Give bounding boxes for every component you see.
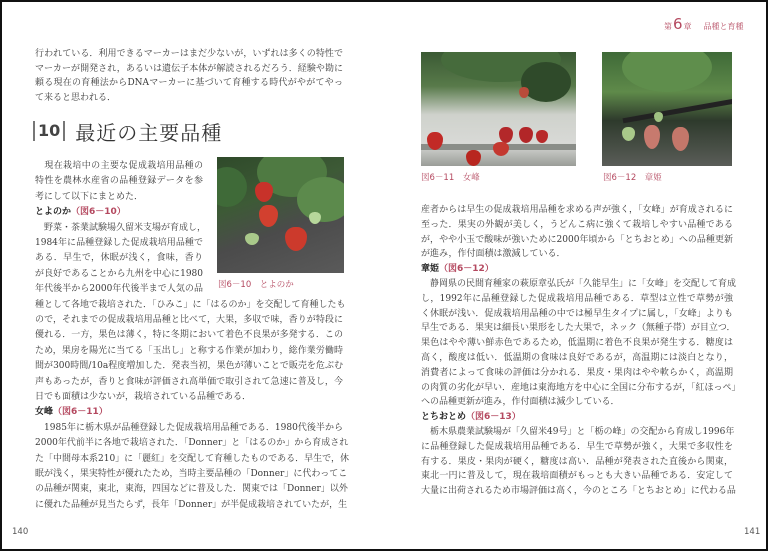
section-title: 最近の主要品種: [75, 120, 223, 145]
section-heading: [33, 118, 222, 144]
text-line: ので，それまでの促成栽培用品種と比べて，大果，多収で味，香りが特段に: [35, 315, 343, 325]
variety-name: 章姫: [421, 264, 440, 275]
chapter-header: [664, 15, 744, 33]
variety-heading: [35, 406, 343, 418]
text-line: の品種が関東，東北，東海，四国などに普及した．関東では「Donner」以外: [35, 484, 348, 495]
figure-reference: （図6－13）: [466, 412, 521, 423]
text-line: 2000年代前半に各地で栽培された．「Donner」と「はるのか」から育成され: [35, 438, 349, 449]
text-line: が良好であることから九州を中心に1980: [35, 268, 203, 279]
text-line: て来ると思われる．: [35, 92, 117, 103]
text-line: ため，果房を陽光に当てる「玉出し」と称する作業が加わり，総作業労働時: [35, 345, 343, 356]
text-line: の肉質の劣化が早い．産地は東海地方を中心に全国に分布するが，「紅ほっぺ」: [421, 382, 741, 393]
text-line: 消費者によって食味の評価は分かれる．果皮・果肉はやや軟らかく，高温期: [421, 367, 733, 378]
text-line: 東北一円に普及して，現在栽培面積がもっとも大きい品種である．安定して: [421, 471, 733, 482]
text-line: が進み，作付面積は激減している．: [421, 249, 566, 260]
figure-reference: （図6－10）: [71, 207, 126, 218]
chapter-title: 品種と育種: [703, 22, 744, 31]
variety-name: とちおとめ: [421, 412, 467, 423]
text-line: 早生である．果実は細長い果形をした大果で，ネック（無種子帯）が目立つ．: [421, 323, 736, 334]
text-line: 大量に出荷されるため市場評価は高く，今のところ「とちおとめ」に代わる品: [421, 486, 736, 497]
text-line: が，やや小玉で酸味が強いために2000年頃から「とちおとめ」への品種更新: [421, 234, 733, 245]
text-line: 1985年に栃木県が品種登録した促成栽培用品種である．1980代後半から: [35, 422, 343, 433]
text-line: 頼る現在の育種法からDNAマーカーに基づいて育種する時代がやがてやっ: [35, 78, 343, 88]
text-line: マーカーが開発され，あるいは遺伝子本体が解読されるだろう．経験や勘に: [35, 63, 343, 74]
photo-nyoho: [421, 52, 576, 166]
text-line: に品種登録した促成栽培用品種である．早生で草勢が強く，大果で多収性を: [421, 441, 733, 452]
figure-caption-6-11: 図6－11 女峰: [421, 173, 480, 183]
figure-caption-6-12: 図6－12 章姫: [603, 173, 662, 183]
figure-reference: （図6－11）: [53, 407, 108, 418]
section-number: 10: [33, 121, 65, 141]
text-line: 間が300時間/10a程度増加した．発表当初，果色が薄いことで販売を危ぶむ: [35, 361, 343, 372]
chapter-prefix: 第: [664, 22, 672, 31]
figure-reference: （図6－12）: [439, 264, 494, 275]
text-line: 産者からは早生の促成栽培用品種を求める声が強く，「女峰」が育成されるに: [421, 205, 733, 215]
text-line: 至った．果実の外観が美しく，うどんこ病に強くて栽培しやすい品種である: [421, 219, 733, 230]
text-line: に優れた品種が見当たらず，長年「Donner」が半促成栽培されていたが，生: [35, 499, 348, 510]
text-line: 年代後半から2000年代後半まで人気の品: [35, 284, 203, 295]
text-line: 特性を農林水産省の品種登録データを参: [35, 176, 203, 187]
variety-heading: [421, 411, 733, 423]
page-number-right: 141: [744, 527, 761, 537]
text-line: 声もあったが，香りと食味が評価され高単価で取引されて急速に普及し，今: [35, 376, 343, 387]
chapter-suffix: 章: [683, 22, 692, 31]
text-line: 考にして以下にまとめた．: [35, 191, 144, 202]
text-line: 1984年に品種登録した促成栽培用品種で: [35, 238, 203, 248]
photo-akihime: [602, 52, 732, 166]
text-line: 日でも面積は少ないが，栽培されている品種である．: [35, 392, 252, 402]
text-line: への品種更新が進み，作付面積は減少している．: [421, 397, 620, 408]
text-line: 現在栽培中の主要な促成栽培用品種の: [35, 161, 203, 171]
text-line: 優れる．一方，果色は薄く，特に冬期において着色不良果が多発する．この: [35, 330, 343, 341]
variety-heading: [421, 263, 733, 275]
text-line: 果色はやや薄い鮮赤色であるため，低温期に着色不良果が発生する．糖度は: [421, 338, 733, 349]
text-line: く休眠が浅い．促成栽培用品種の中では極早生タイプに属し，「女峰」よりも: [421, 308, 733, 319]
chapter-number: 6: [673, 15, 683, 33]
text-line: 野菜・茶業試験場久留米支場が育成し，: [35, 222, 207, 233]
variety-name: とよのか: [35, 207, 72, 218]
text-line: 有する．果皮・果肉が硬く，糖度は高い．品種が発表された直後から関東，: [421, 456, 733, 467]
text-line: 静岡県の民間育種家の萩原章弘氏が「久能早生」に「女峰」を交配して育成: [421, 279, 737, 289]
text-line: 眠が浅く，果実特性が優れたため，当時主要品種の「Donner」に代わってこ: [35, 469, 348, 479]
text-line: 高く，酸度は低い．低温期の食味は良好であるが，高温期には淡白となり，: [421, 353, 733, 363]
photo-toyonoka: [217, 157, 344, 273]
page-number-left: 140: [12, 527, 29, 537]
text-line: 種として各地で栽培された．「ひみこ」に「はるのか」を交配して育種したも: [35, 299, 346, 310]
text-line: し，1992年に品種登録した促成栽培用品種である．草型は立性で草勢が強: [421, 293, 733, 304]
variety-name: 女峰: [35, 407, 54, 418]
text-line: 栃木県農業試験場が「久留米49号」と「栃の峰」の交配から育成し1996年: [421, 427, 735, 437]
text-line: た「中間母本系210」に「麗紅」を交配して育種したものである．早生で，休: [35, 453, 350, 464]
text-line: ある．早生で，休眠が浅く，食味，香り: [35, 253, 203, 264]
text-line: 行われている．利用できるマーカーはまだ少ないが，いずれは多くの特性で: [35, 49, 343, 59]
figure-caption-6-10: 図6－10 とよのか: [218, 280, 294, 290]
variety-heading: [35, 206, 203, 218]
